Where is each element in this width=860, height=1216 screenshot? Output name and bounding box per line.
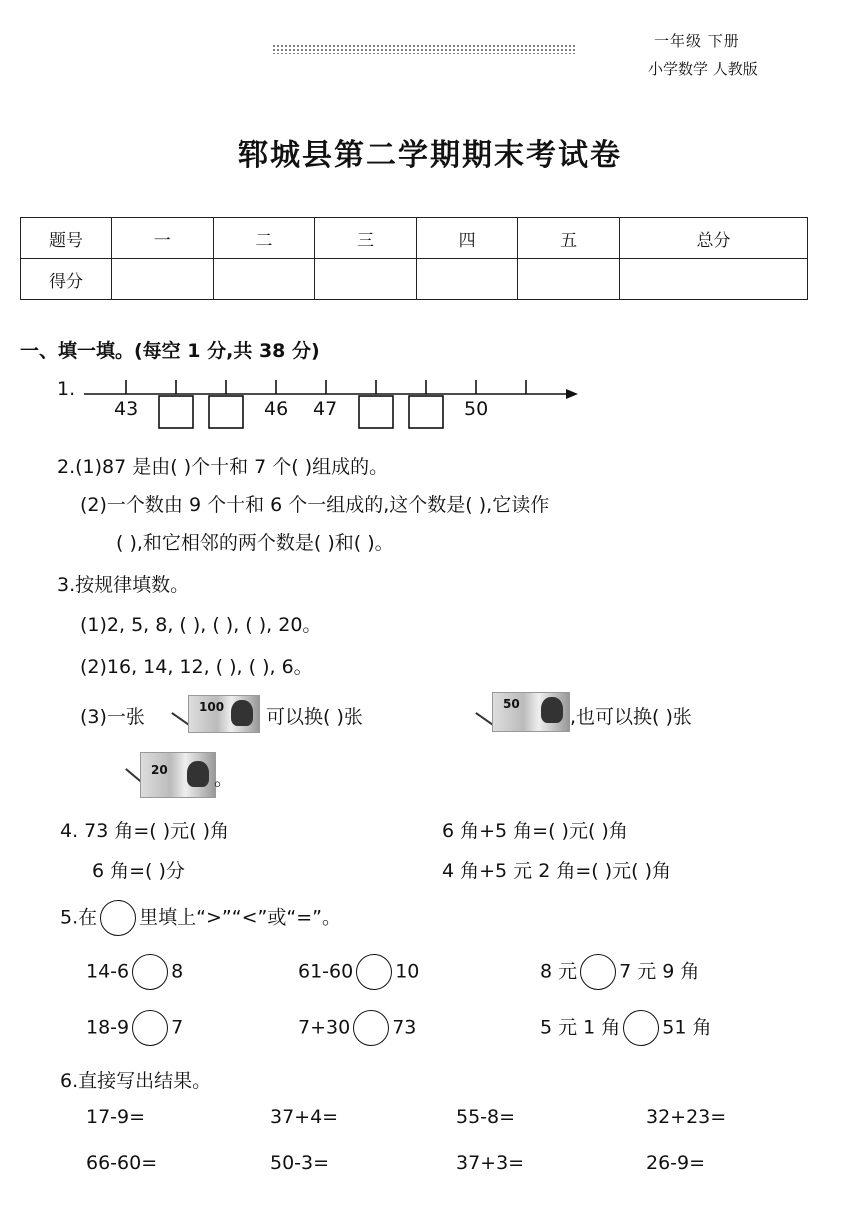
compare-item xyxy=(86,954,183,990)
score-input-cell[interactable] xyxy=(518,259,620,300)
score-cell: 题号 xyxy=(21,218,112,259)
compare-left: 5 元 1 角 xyxy=(540,1016,621,1039)
number-line-label: 43 xyxy=(114,398,139,420)
score-input-cell[interactable] xyxy=(315,259,417,300)
score-table-header-row xyxy=(21,218,808,259)
portrait-icon xyxy=(187,761,209,787)
banknote-value: 20 xyxy=(151,763,168,777)
decorative-dotted-line xyxy=(272,44,576,54)
compare-right: 7 元 9 角 xyxy=(619,960,700,983)
grade-label: 一年级 下册 xyxy=(654,32,740,50)
compare-right: 73 xyxy=(392,1016,417,1039)
portrait-icon xyxy=(541,697,563,723)
answer-box[interactable] xyxy=(209,396,243,428)
score-cell: 得分 xyxy=(21,259,112,300)
compare-circle[interactable] xyxy=(580,954,616,990)
compare-item xyxy=(86,1010,183,1046)
section-1-title: 一、填一填。(每空 1 分,共 38 分) xyxy=(20,340,320,362)
compare-circle[interactable] xyxy=(353,1010,389,1046)
score-input-cell[interactable] xyxy=(112,259,214,300)
score-table-score-row xyxy=(21,259,808,300)
score-cell: 四 xyxy=(416,218,518,259)
q3-title: 3.按规律填数。 xyxy=(57,574,190,596)
number-line-label: 47 xyxy=(313,398,338,420)
compare-circle[interactable] xyxy=(132,954,168,990)
q4-item-d: 4 角+5 元 2 角=( )元( )角 xyxy=(442,860,671,882)
score-table xyxy=(20,217,808,300)
score-cell: 一 xyxy=(112,218,214,259)
score-cell: 五 xyxy=(518,218,620,259)
q6-title: 6.直接写出结果。 xyxy=(60,1070,212,1092)
score-input-cell[interactable] xyxy=(619,259,807,300)
calc-item: 37+3= xyxy=(456,1152,525,1174)
compare-left: 14-6 xyxy=(86,960,130,983)
q3-line1: (1)2, 5, 8, ( ), ( ), ( ), 20。 xyxy=(80,614,322,636)
calc-item: 66-60= xyxy=(86,1152,158,1174)
q5-title-end: 里填上“>”“<”或“=”。 xyxy=(139,906,341,929)
compare-circle[interactable] xyxy=(623,1010,659,1046)
q4-item-b: 6 角+5 角=( )元( )角 xyxy=(442,820,628,842)
number-line-label: 46 xyxy=(264,398,289,420)
compare-left: 7+30 xyxy=(298,1016,351,1039)
compare-right: 8 xyxy=(171,960,184,983)
answer-box[interactable] xyxy=(409,396,443,428)
calc-item: 26-9= xyxy=(646,1152,706,1174)
number-line-arrow xyxy=(566,389,578,399)
q3-line3-end: ,也可以换( )张 xyxy=(570,706,692,728)
banknote-50-image xyxy=(492,692,570,732)
q3-line3-start: (3)一张 xyxy=(80,706,145,728)
score-input-cell[interactable] xyxy=(416,259,518,300)
q5-title-start: 5.在 xyxy=(60,906,98,929)
compare-right: 10 xyxy=(395,960,420,983)
compare-left: 18-9 xyxy=(86,1016,130,1039)
score-cell: 二 xyxy=(213,218,315,259)
q3-line3-middle: 可以换( )张 xyxy=(266,706,363,728)
q2-line1: 2.(1)87 是由( )个十和 7 个( )组成的。 xyxy=(57,456,389,478)
banknote-20-image xyxy=(140,752,216,798)
answer-box[interactable] xyxy=(159,396,193,428)
score-cell: 三 xyxy=(315,218,417,259)
q4-item-a: 4. 73 角=( )元( )角 xyxy=(60,820,230,842)
compare-item xyxy=(298,1010,416,1046)
calc-item: 37+4= xyxy=(270,1106,339,1128)
q1-number: 1. xyxy=(57,378,76,400)
compare-item xyxy=(540,954,699,990)
q2-line2: (2)一个数由 9 个十和 6 个一组成的,这个数是( ),它读作 xyxy=(80,494,550,516)
compare-right: 51 角 xyxy=(662,1016,712,1039)
compare-left: 61-60 xyxy=(298,960,354,983)
compare-left: 8 元 xyxy=(540,960,578,983)
calc-item: 17-9= xyxy=(86,1106,146,1128)
answer-box[interactable] xyxy=(359,396,393,428)
banknote-value: 50 xyxy=(503,697,520,711)
number-line-label: 50 xyxy=(464,398,489,420)
compare-circle[interactable] xyxy=(132,1010,168,1046)
compare-item xyxy=(298,954,419,990)
compare-item xyxy=(540,1010,712,1046)
q3-line3-period: 。 xyxy=(214,768,234,790)
circle-icon xyxy=(100,900,136,936)
calc-item: 55-8= xyxy=(456,1106,516,1128)
score-cell: 总分 xyxy=(619,218,807,259)
q5-title xyxy=(60,900,341,936)
subject-label: 小学数学 人教版 xyxy=(648,60,758,78)
calc-item: 32+23= xyxy=(646,1106,727,1128)
compare-right: 7 xyxy=(171,1016,184,1039)
portrait-icon xyxy=(231,700,253,726)
q2-line3: ( ),和它相邻的两个数是( )和( )。 xyxy=(116,532,394,554)
q4-item-c: 6 角=( )分 xyxy=(92,860,185,882)
exam-title: 郓城县第二学期期末考试卷 xyxy=(238,138,622,173)
banknote-100-image xyxy=(188,695,260,733)
calc-item: 50-3= xyxy=(270,1152,330,1174)
banknote-value: 100 xyxy=(199,700,225,714)
q3-line2: (2)16, 14, 12, ( ), ( ), 6。 xyxy=(80,656,313,678)
compare-circle[interactable] xyxy=(356,954,392,990)
score-input-cell[interactable] xyxy=(213,259,315,300)
